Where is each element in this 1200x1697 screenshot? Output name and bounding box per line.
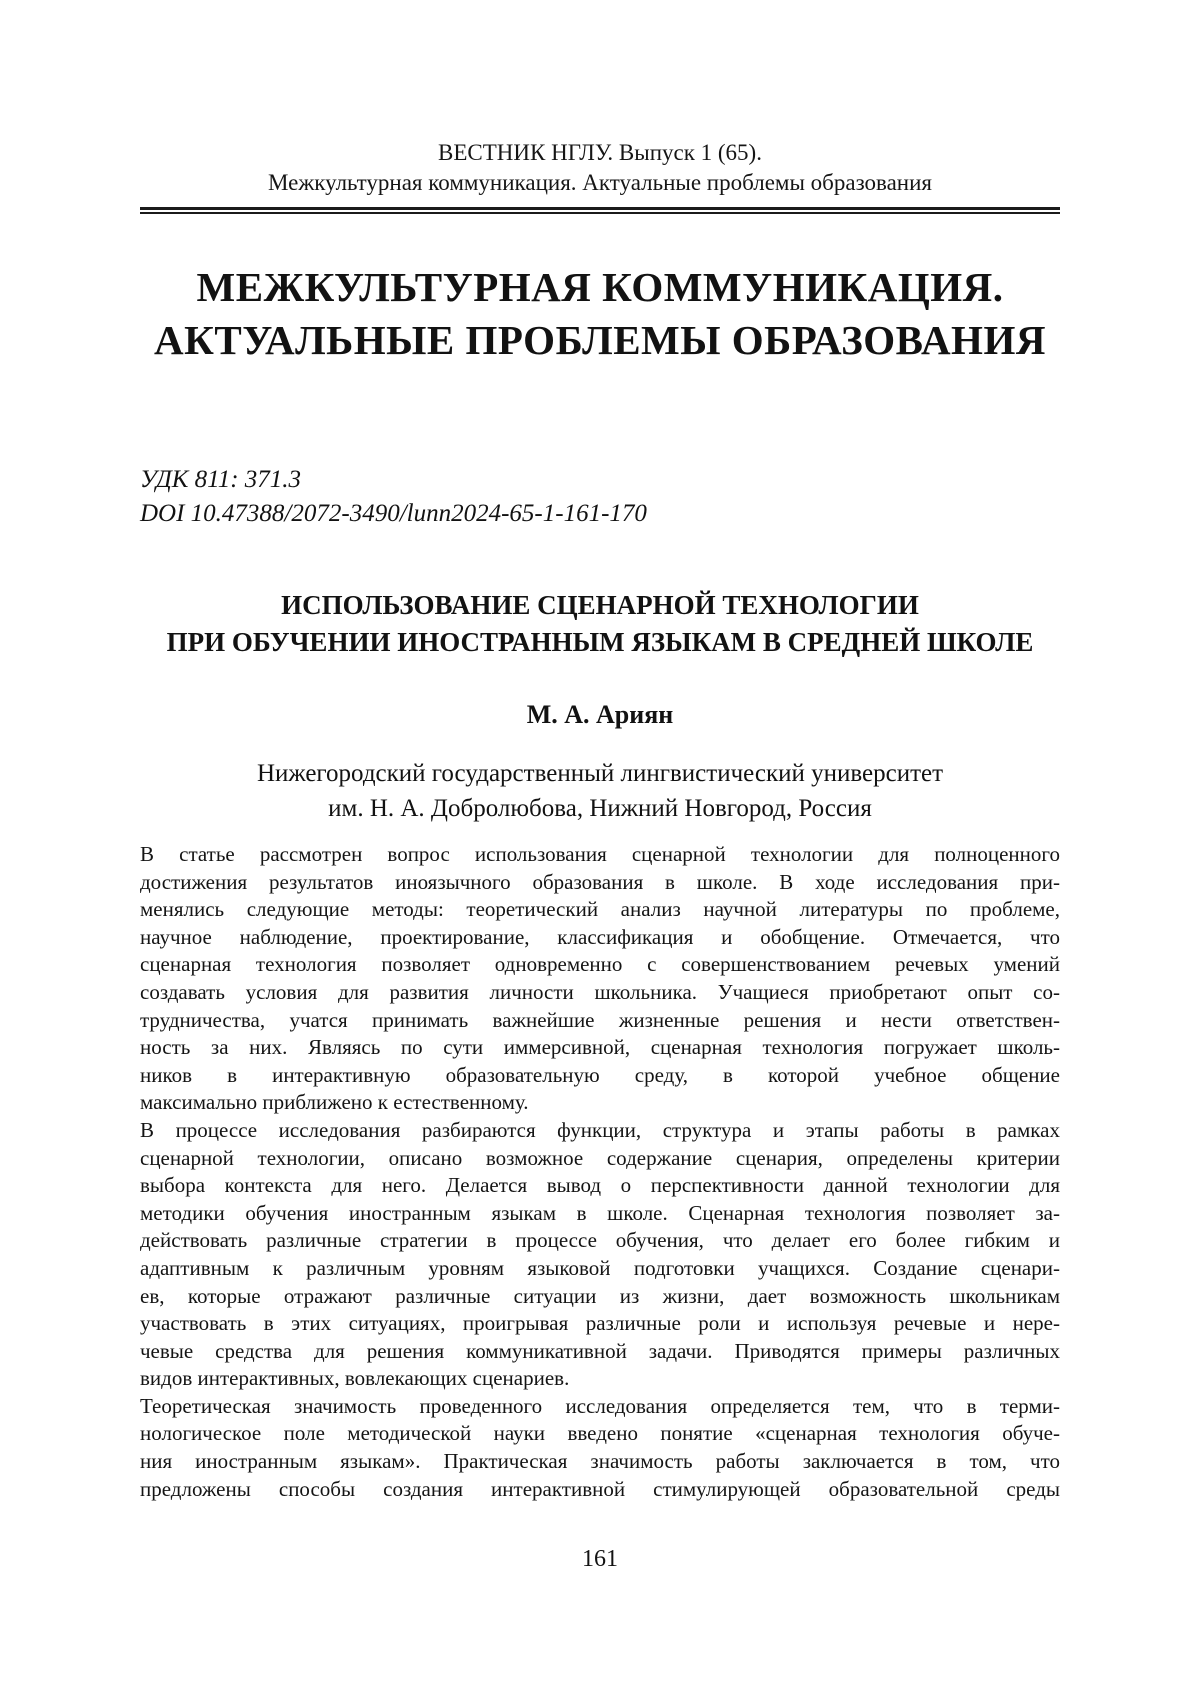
- abstract-line: В процессе исследования разбираются функции, структура и этапы работы в рамках: [140, 1117, 1060, 1142]
- abstract-line: предложены способы создания интерактивной стимулирующей образовательной среды: [140, 1476, 1060, 1501]
- abstract-line: менялись следующие методы: теоретический анализ научной литературы по проблеме,: [140, 897, 1060, 922]
- affiliation-line1: Нижегородский государственный лингвистический университет: [256, 760, 944, 787]
- running-header: [140, 0, 1060, 198]
- abstract-line: ников в интерактивную образовательную среду, в которой учебное общение: [140, 1062, 1060, 1087]
- section-title-line2: АКТУАЛЬНЫЕ ПРОБЛЕМЫ ОБРАЗОВАНИЯ: [154, 317, 1046, 363]
- article-title-line1: ИСПОЛЬЗОВАНИЕ СЦЕНАРНОЙ ТЕХНОЛОГИИ: [281, 590, 919, 620]
- abstract-line: нологическое поле методической науки введено понятие «сценарная технология обуче-: [140, 1421, 1060, 1446]
- article-title: [140, 587, 1060, 661]
- abstract-line: научное наблюдение, проектирование, классификация и обобщение. Отмечается, что: [140, 924, 1060, 949]
- page-content: [140, 0, 1060, 1573]
- abstract-line: сценарная технология позволяет одновременно с совершенствованием речевых умений: [140, 952, 1060, 977]
- section-title-line1: МЕЖКУЛЬТУРНАЯ КОММУНИКАЦИЯ.: [196, 264, 1004, 310]
- affiliation: [140, 756, 1060, 826]
- abstract-line: создавать условия для развития личности школьника. Учащиеся приобретают опыт со-: [140, 979, 1060, 1004]
- section-title: [140, 261, 1060, 367]
- abstract-line: ния иностранным языкам». Практическая значимость работы заключается в том, что: [140, 1449, 1060, 1474]
- abstract-line: Теоретическая значимость проведенного исследования определяется тем, что в терми-: [140, 1393, 1060, 1418]
- abstract-line: ев, которые отражают различные ситуации из жизни, дает возможность школьникам: [140, 1283, 1060, 1308]
- abstract-line: выбора контекста для него. Делается вывод о перспективности данной технологии для: [140, 1173, 1060, 1198]
- article-title-line2: ПРИ ОБУЧЕНИИ ИНОСТРАННЫМ ЯЗЫКАМ В СРЕДНЕЙ ШКОЛЕ: [166, 627, 1034, 657]
- running-header-line2: Межкультурная коммуникация. Актуальные проблемы образования: [267, 170, 933, 195]
- abstract-line: трудничества, учатся принимать важнейшие жизненные решения и нести ответствен-: [140, 1007, 1060, 1032]
- abstract-line: адаптивным к различным уровням языковой подготовки учащихся. Создание сценари-: [140, 1255, 1060, 1280]
- doi-line: DOI 10.47388/2072-3490/lunn2024-65-1-161-170: [140, 500, 647, 527]
- author-name: М. А. Ариян: [526, 700, 674, 729]
- abstract-line: действовать различные стратегии в процессе обучения, что делает его более гибким и: [140, 1228, 1060, 1253]
- page-number: 161: [582, 1546, 618, 1573]
- udc-line: УДК 811: 371.3: [140, 466, 302, 493]
- abstract-line: видов интерактивных, вовлекающих сценариев.: [140, 1366, 570, 1391]
- abstract-line: сценарной технологии, описано возможное содержание сценария, определены критерии: [140, 1145, 1060, 1170]
- abstract: [140, 841, 1060, 1503]
- abstract-line: ность за них. Являясь по сути иммерсивной, сценарная технология погружает школь-: [140, 1035, 1060, 1060]
- abstract-line: методики обучения иностранным языкам в школе. Сценарная технология позволяет за-: [140, 1200, 1060, 1225]
- abstract-line: В статье рассмотрен вопрос использования сценарной технологии для полноценного: [140, 842, 1060, 866]
- abstract-line: достижения результатов иноязычного образования в школе. В ходе исследования при-: [140, 869, 1060, 894]
- abstract-line: чевые средства для решения коммуникативной задачи. Приводятся примеры различных: [140, 1338, 1060, 1363]
- meta-block: [140, 463, 1060, 531]
- abstract-line: участвовать в этих ситуациях, проигрывая различные роли и используя речевые и нере-: [140, 1311, 1060, 1336]
- abstract-line: максимально приближено к естественному.: [140, 1090, 529, 1115]
- affiliation-line2: им. Н. А. Добролюбова, Нижний Новгород, Россия: [328, 795, 872, 822]
- running-header-line1: ВЕСТНИК НГЛУ. Выпуск 1 (65).: [438, 140, 762, 165]
- header-rule: [140, 207, 1060, 214]
